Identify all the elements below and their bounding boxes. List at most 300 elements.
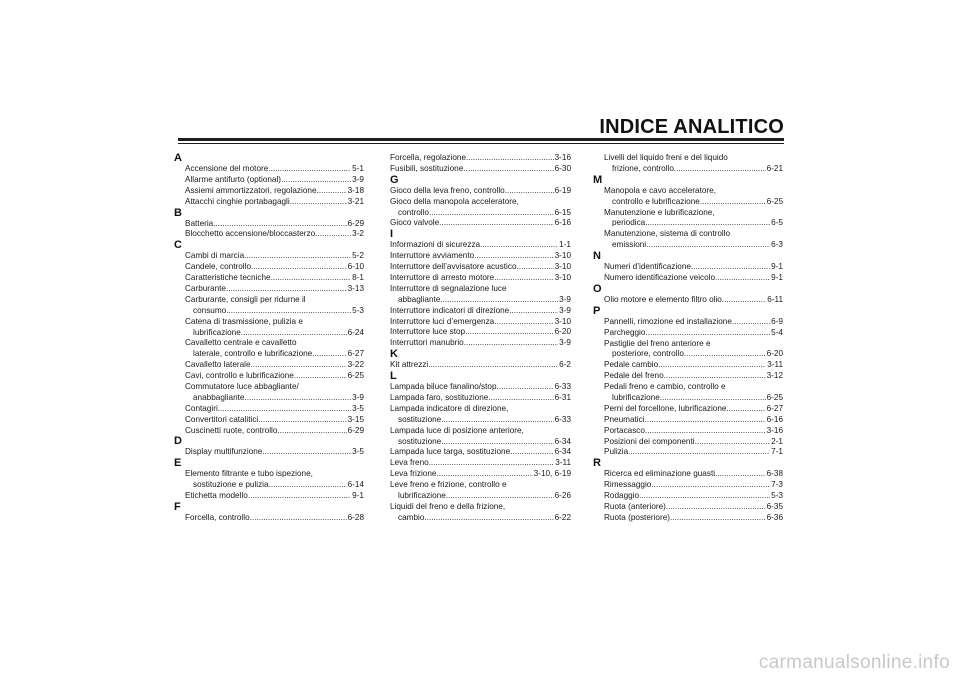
index-entry (390, 240, 571, 251)
index-entry (390, 404, 571, 415)
index-entry (390, 415, 571, 426)
leader-dots (645, 415, 766, 426)
index-entry-page: 3-16 (766, 425, 783, 435)
leader-dots (700, 197, 766, 208)
leader-dots (312, 349, 346, 360)
leader-dots (684, 349, 766, 360)
index-entry-page: 5-2 (352, 251, 364, 261)
index-entry-page: 9-1 (771, 262, 783, 272)
leader-dots (429, 208, 554, 219)
index-entry-name: Informazioni di sicurezza (390, 240, 481, 250)
leader-dots (294, 371, 347, 382)
index-entry-name: Accensione del motore (185, 164, 269, 173)
index-entry-name: abbagliante (398, 294, 441, 304)
leader-dots (441, 437, 553, 448)
index-entry-text: Leve freno e frizione, controllo e (390, 480, 507, 490)
index-entry-page: 3-10 (554, 251, 571, 261)
index-letter-heading: C (174, 239, 182, 252)
leader-dots (651, 480, 770, 491)
index-column-2 (390, 153, 571, 524)
leader-dots (645, 426, 766, 437)
index-entry-name: Lampada biluce fanalino/stop (390, 382, 497, 392)
leader-dots (639, 491, 770, 502)
index-entry-name: laterale, controllo e lubrificazione (193, 349, 313, 359)
leader-dots (281, 175, 351, 186)
index-entry (174, 447, 364, 458)
index-entry (390, 513, 571, 524)
index-entry (593, 349, 783, 360)
index-entry-name: anabbagliante (193, 392, 245, 402)
index-entry-name: Cuscinetti ruote, controllo (185, 425, 278, 435)
leader-dots (424, 513, 553, 524)
index-entry-page: 6-19 (554, 185, 571, 195)
index-entry (593, 382, 783, 393)
index-entry-page: 7-3 (771, 480, 783, 490)
leader-dots (674, 164, 766, 175)
index-entry-name: Allarme antifurto (optional) (185, 174, 282, 184)
index-entry-text: Lampada luce di posizione anteriore, (390, 425, 524, 435)
index-entry-text: Catena di trasmissione, pulizia e (185, 316, 303, 326)
index-entry-text: Manopola e cavo acceleratore, (604, 185, 716, 195)
index-entry (593, 469, 783, 480)
index-entry (174, 219, 364, 230)
leader-dots (441, 415, 553, 426)
index-entry-name: controllo e lubrificazione (612, 196, 700, 206)
index-entry (174, 175, 364, 186)
index-entry (593, 240, 783, 251)
index-entry (593, 295, 783, 306)
index-entry-text: Gioco della manopola acceleratore, (390, 196, 519, 206)
index-entry (593, 447, 783, 458)
index-entry-name: sostituzione (398, 414, 442, 424)
index-entry (174, 186, 364, 197)
index-entry (390, 437, 571, 448)
index-entry-page: 3-22 (347, 360, 364, 370)
index-entry-page: 6-30 (554, 163, 571, 173)
index-entry (174, 317, 364, 328)
index-entry-name: Numero identificazione veicolo (604, 273, 716, 283)
index-entry (390, 208, 571, 219)
index-entry-page: 6-28 (347, 513, 364, 523)
index-entry (593, 437, 783, 448)
index-entry (390, 447, 571, 458)
index-entry-name: Gioco valvole (390, 218, 440, 228)
index-entry-text: Manutenzione e lubrificazione, (604, 207, 715, 217)
index-letter-heading: G (390, 173, 399, 186)
leader-dots (251, 262, 347, 273)
index-entry-name: Olio motore e elemento filtro olio (604, 294, 722, 304)
index-letter-heading: N (593, 250, 601, 263)
index-entry-page: 5-3 (771, 491, 783, 501)
index-entry-name: Interruttore di arresto motore (390, 273, 495, 283)
index-entry-page: 6-26 (554, 491, 571, 501)
index-entry-page: 6-29 (347, 218, 364, 228)
index-entry (390, 317, 571, 328)
watermark-text: carmanualsonline.info (758, 652, 950, 673)
index-entry-page: 6-33 (554, 414, 571, 424)
index-entry (174, 349, 364, 360)
index-entry-name: Pulizia (604, 447, 629, 457)
index-entry-name: Blocchetto accensione/bloccasterzo (185, 229, 316, 239)
index-entry (390, 327, 571, 338)
index-entry-name: Parcheggio (604, 327, 646, 337)
index-entry-page: 3-9 (352, 392, 364, 402)
leader-dots (269, 480, 347, 491)
leader-dots (488, 393, 553, 404)
index-entry-text: Carburante, consigli per ridurne il (185, 294, 306, 304)
index-entry (390, 164, 571, 175)
index-entry-page: 9-1 (352, 491, 364, 501)
leader-dots (244, 393, 351, 404)
index-entry (390, 284, 571, 295)
index-entry-name: Interruttore luci d’emergenza (390, 316, 495, 326)
index-entry (390, 382, 571, 393)
index-entry (593, 328, 783, 339)
title-rule-thin (178, 143, 784, 144)
index-entry-page: 6-33 (554, 382, 571, 392)
index-entry-name: posteriore, controllo (612, 349, 684, 359)
index-entry-page: 6-16 (554, 218, 571, 228)
index-entry-name: Interruttore avviamento (390, 251, 475, 261)
index-entry (593, 502, 783, 513)
index-entry-name: sostituzione e pulizia (193, 480, 269, 490)
index-entry-name: Posizioni dei componenti (604, 436, 695, 446)
leader-dots (465, 327, 554, 338)
index-entry (390, 306, 571, 317)
index-entry (174, 404, 364, 415)
leader-dots (494, 273, 553, 284)
leader-dots (429, 458, 555, 469)
index-entry-name: lubrificazione (398, 491, 446, 501)
leader-dots (248, 491, 351, 502)
leader-dots (645, 218, 770, 229)
leader-dots (436, 469, 532, 480)
leader-dots (241, 328, 347, 339)
leader-dots (474, 251, 553, 262)
leader-dots (660, 393, 766, 404)
index-entry (174, 360, 364, 371)
index-entry (593, 229, 783, 240)
index-entry-page: 7-1 (771, 447, 783, 457)
index-entry-text: Elemento filtrante e tubo ispezione, (185, 469, 313, 479)
index-entry-page: 3-5 (352, 403, 364, 413)
leader-dots (277, 426, 346, 437)
index-entry-name: Pneumatici (604, 414, 645, 424)
index-entry-name: Pannelli, rimozione ed installazione (604, 316, 732, 326)
index-entry-name: Forcella, regolazione (390, 153, 467, 162)
index-entry (174, 251, 364, 262)
index-entry (174, 262, 364, 273)
index-entry (593, 218, 783, 229)
leader-dots (670, 513, 766, 524)
index-entry (174, 513, 364, 524)
index-letter-heading: B (174, 206, 182, 219)
index-entry-page: 3-10, 6-19 (533, 469, 571, 479)
index-entry (593, 393, 783, 404)
index-letter-heading: L (390, 370, 397, 383)
index-letter-heading: E (174, 457, 182, 470)
leader-dots (463, 164, 553, 175)
index-entry (593, 208, 783, 219)
index-entry-page: 6-24 (347, 327, 364, 337)
index-letter-heading: K (390, 348, 398, 361)
index-entry-page: 6-11 (767, 294, 783, 304)
index-entry-page: 3-10 (554, 316, 571, 326)
index-entry-name: sostituzione (398, 436, 442, 446)
leader-dots (732, 317, 770, 328)
index-entry-name: Leva frizione (390, 469, 437, 479)
index-entry (174, 469, 364, 480)
index-entry-page: 6-25 (766, 196, 783, 206)
index-entry-name: Etichetta modello (185, 491, 248, 501)
index-letter-heading: M (593, 173, 603, 186)
index-entry-page: 6-9 (771, 316, 783, 326)
index-entry-name: Candele, controllo (185, 262, 251, 272)
leader-dots (464, 338, 558, 349)
leader-dots (251, 360, 347, 371)
index-entry-page: 6-27 (347, 349, 364, 359)
leader-dots (290, 197, 347, 208)
index-entry-name: lubrificazione (612, 393, 660, 403)
index-entry-text: Pedali freno e cambio, controllo e (604, 382, 726, 392)
index-entry (174, 295, 364, 306)
index-entry (593, 480, 783, 491)
index-entry-name: Leva freno (390, 458, 429, 468)
leader-dots (440, 295, 558, 306)
index-entry (390, 262, 571, 273)
index-entry-page: 3-9 (559, 294, 571, 304)
index-entry-name: Pedale cambio (604, 360, 659, 370)
index-entry-page: 3-21 (347, 196, 364, 206)
leader-dots (317, 186, 347, 197)
index-entry-page: 6-29 (347, 425, 364, 435)
leader-dots (250, 513, 347, 524)
index-entry-name: Pedale del freno (604, 371, 664, 381)
leader-dots (213, 219, 346, 230)
index-entry (593, 153, 783, 164)
index-entry (390, 338, 571, 349)
index-entry-name: Carburante (185, 284, 226, 294)
leader-dots (691, 262, 770, 273)
index-entry-name: Caratteristiche tecniche (185, 273, 271, 283)
leader-dots (505, 186, 554, 197)
index-entry-page: 3-15 (347, 414, 364, 424)
index-entry (174, 491, 364, 502)
index-entry (593, 371, 783, 382)
index-letter-heading: P (593, 304, 601, 317)
index-entry-name: Kit attrezzi (390, 360, 429, 370)
index-entry (174, 426, 364, 437)
index-entry (174, 197, 364, 208)
leader-dots (480, 240, 558, 251)
leader-dots (446, 491, 554, 502)
index-entry (174, 229, 364, 240)
index-entry-name: Ruota (anteriore) (604, 502, 666, 512)
index-entry-name: frizione, controllo (612, 163, 674, 173)
index-entry (593, 415, 783, 426)
title-rule-thick (178, 138, 784, 141)
index-entry-page: 3-10 (554, 262, 571, 272)
index-entry-page: 6-36 (766, 512, 783, 522)
index-column-3 (593, 153, 783, 524)
index-entry-name: Lampada faro, sostituzione (390, 393, 489, 403)
index-entry (593, 262, 783, 273)
index-entry-name: Portacasco (604, 425, 645, 435)
index-entry-page: 2-1 (771, 436, 783, 446)
index-entry-name: Interruttori manubrio (390, 338, 464, 348)
index-entry-name: Ricerca ed eliminazione guasti (604, 469, 716, 479)
index-entry-name: lubrificazione (193, 327, 241, 337)
index-entry (390, 218, 571, 229)
index-entry (390, 251, 571, 262)
index-entry-name: Assiemi ammortizzatori, regolazione (185, 185, 317, 195)
index-letter-heading: A (174, 152, 182, 164)
index-entry (390, 469, 571, 480)
leader-dots (517, 262, 554, 273)
index-entry (390, 502, 571, 513)
index-entry-page: 5-3 (352, 305, 364, 315)
index-entry-name: Convertitori catalitici (185, 414, 259, 424)
index-entry-page: 6-25 (347, 371, 364, 381)
index-entry (390, 295, 571, 306)
leader-dots (244, 251, 351, 262)
index-entry-page: 6-16 (766, 414, 783, 424)
leader-dots (646, 240, 770, 251)
index-entry-page: 6-2 (559, 360, 571, 370)
index-entry-page: 6-22 (554, 512, 571, 522)
index-entry (174, 393, 364, 404)
index-entry (593, 339, 783, 350)
index-entry (390, 491, 571, 502)
index-entry-page: 3-16 (554, 153, 571, 162)
index-entry-name: Interruttore indicatori di direzione (390, 305, 510, 315)
index-entry-page: 6-20 (554, 327, 571, 337)
leader-dots (428, 360, 558, 371)
index-entry (390, 153, 571, 164)
index-entry-name: Interruttore dell’avvisatore acustico (390, 262, 517, 272)
index-entry-name: consumo (193, 305, 227, 315)
leader-dots (645, 328, 770, 339)
index-entry-text: Cavalletto centrale e cavalletto (185, 338, 297, 348)
leader-dots (271, 273, 352, 284)
index-entry-name: Interruttore luce stop (390, 327, 466, 337)
index-entry-name: Forcella, controllo (185, 513, 250, 523)
index-entry-name: Rodaggio (604, 491, 640, 501)
index-entry-name: Batteria (185, 218, 214, 228)
index-entry (593, 186, 783, 197)
leader-dots (494, 317, 553, 328)
index-entry (174, 328, 364, 339)
index-entry-name: Ruota (posteriore) (604, 512, 670, 522)
index-entry-page: 3-9 (352, 174, 364, 184)
index-entry-name: controllo (398, 207, 429, 217)
index-entry-name: Fusibili, sostituzione (390, 163, 464, 173)
index-letter-heading: O (593, 282, 602, 295)
leader-dots (715, 469, 766, 480)
leader-dots (726, 404, 765, 415)
leader-dots (658, 360, 766, 371)
leader-dots (664, 371, 766, 382)
index-entry-page: 3-11 (555, 458, 571, 468)
index-entry (390, 273, 571, 284)
index-entry-name: Contagiri (185, 403, 218, 413)
index-entry-name: Lampada luce targa, sostituzione (390, 447, 511, 457)
index-entry-page: 3-13 (347, 284, 364, 294)
index-entry-page: 6-5 (771, 218, 783, 228)
index-entry (593, 426, 783, 437)
index-entry (593, 164, 783, 175)
index-entry-name: Cavalletto laterale (185, 360, 251, 370)
index-entry-text: Liquidi del freno e della frizione, (390, 501, 506, 511)
index-entry (390, 197, 571, 208)
index-entry-text: Livelli del liquido freni e del liquido (604, 153, 728, 162)
leader-dots (715, 273, 770, 284)
index-entry-text: Interruttore di segnalazione luce (390, 283, 507, 293)
leader-dots (315, 229, 351, 240)
index-entry (174, 371, 364, 382)
index-entry-text: Manutenzione, sistema di controllo (604, 229, 731, 239)
index-column-1 (174, 153, 364, 524)
leader-dots (497, 382, 554, 393)
index-entry-page: 6-27 (766, 403, 783, 413)
index-entry-page: 6-35 (766, 502, 783, 512)
index-entry-name: periodica (612, 218, 646, 228)
index-entry-page: 6-15 (554, 207, 571, 217)
index-letter-heading: F (174, 501, 181, 514)
index-entry (174, 306, 364, 317)
index-entry (390, 426, 571, 437)
leader-dots (218, 404, 351, 415)
leader-dots (262, 447, 351, 458)
index-entry (174, 284, 364, 295)
index-letter-heading: D (174, 435, 182, 448)
index-entry-name: Numeri d’identificazione (604, 262, 691, 272)
leader-dots (509, 306, 558, 317)
index-entry-page: 6-20 (766, 349, 783, 359)
index-entry-page: 6-14 (347, 480, 364, 490)
leader-dots (439, 218, 553, 229)
index-entry-page: 6-38 (766, 469, 783, 479)
index-entry (174, 480, 364, 491)
index-entry-page: 3-9 (559, 338, 571, 348)
index-entry-page: 6-10 (347, 262, 364, 272)
index-entry (593, 197, 783, 208)
index-entry-page: 6-21 (766, 163, 783, 173)
index-entry-name: emissioni (612, 240, 647, 250)
index-entry (174, 273, 364, 284)
index-entry (593, 273, 783, 284)
index-entry (593, 360, 783, 371)
leader-dots (695, 437, 771, 448)
index-entry-page: 9-1 (771, 273, 783, 283)
index-entry (174, 164, 364, 175)
leader-dots (722, 295, 766, 306)
index-entry (593, 513, 783, 524)
index-entry (390, 360, 571, 371)
leader-dots (258, 415, 346, 426)
index-entry-page: 5-1 (352, 164, 364, 173)
leader-dots (628, 447, 770, 458)
index-entry-name: Display multifunzione (185, 447, 263, 457)
index-entry (593, 491, 783, 502)
index-entry-page: 5-4 (771, 327, 783, 337)
index-letter-heading: R (593, 457, 601, 470)
index-entry-page: 3-2 (352, 229, 364, 239)
index-entry-name: Cavi, controllo e lubrificazione (185, 371, 294, 381)
index-entry-page: 3-11 (767, 360, 783, 370)
index-entry (174, 382, 364, 393)
leader-dots (510, 447, 553, 458)
